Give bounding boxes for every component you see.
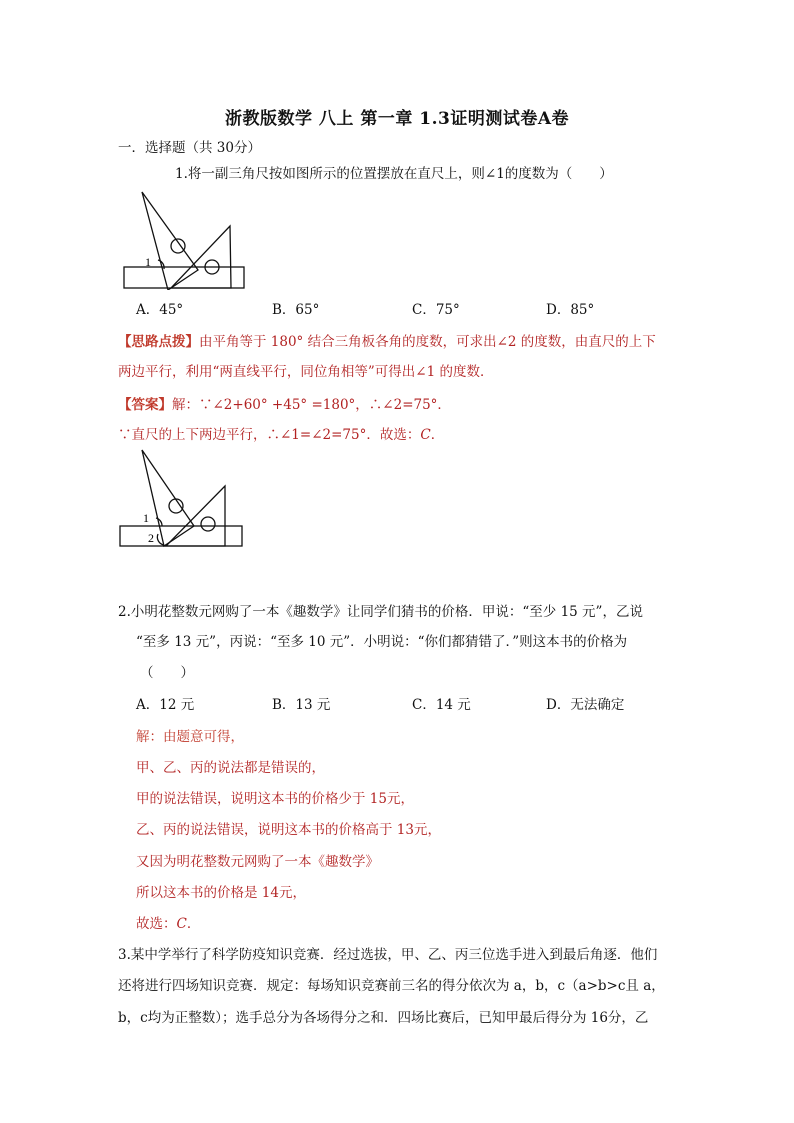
q2-stem-line2: “至多 13 元”，丙说：“至多 10 元”．小明说：“你们都猜错了．”则这本书的价格为: [136, 634, 628, 650]
q1-stem: 1.将一副三角尺按如图所示的位置摆放在直尺上，则∠1的度数为（ ）: [175, 166, 613, 182]
answer-label: 【答案】: [118, 397, 172, 413]
q1-figure: [120, 190, 250, 290]
q1-answer-figure-label-1: 1: [143, 511, 149, 525]
q2-solution-line5: 又因为明花整数元网购了一本《趣数学》: [136, 854, 379, 870]
q2-solution-line1: 解：由题意可得，: [136, 729, 244, 745]
q1-option-a: A．45°: [136, 302, 184, 318]
q1-figure-angle-label: 1: [145, 255, 151, 269]
q1-option-c: C．75°: [412, 302, 460, 318]
q2-stem-line3: （ ）: [140, 665, 194, 681]
q1-answer-line2: ∵直尺的上下两边平行，∴∠1=∠2=75°．故选：C．: [118, 427, 445, 443]
q2-solution-choose: 故选：C．: [136, 916, 201, 932]
q3-stem-line2: 还将进行四场知识竞赛．规定：每场知识竞赛前三名的得分依次为 a，b，c（a>b>c且 a，: [118, 978, 665, 994]
q2-solution-line2: 甲、乙、丙的说法都是错误的，: [136, 760, 325, 776]
page-title: 浙教版数学 八上 第一章 1.3证明测试卷A卷: [224, 109, 570, 129]
q1-option-b: B．65°: [272, 302, 320, 318]
q2-solution-line3: 甲的说法错误，说明这本书的价格少于 15元，: [136, 791, 414, 807]
q1-answer-figure: [118, 448, 248, 550]
q2-option-a: A．12 元: [136, 697, 195, 713]
q1-hint-line1: 【思路点拨】由平角等于 180° 结合三角板各角的度数，可求出∠2 的度数，由直尺的上下: [118, 334, 656, 350]
hint-label: 【思路点拨】: [118, 334, 199, 350]
q2-solution-line6: 所以这本书的价格是 14元，: [136, 885, 306, 901]
section-heading: 一．选择题（共 30分）: [118, 140, 261, 156]
q2-option-b: B．13 元: [272, 697, 331, 713]
q1-answer-figure-label-2: 2: [148, 531, 154, 545]
q2-option-d: D．无法确定: [546, 697, 625, 713]
q2-option-c: C．14 元: [412, 697, 471, 713]
q3-stem-line1: 3.某中学举行了科学防疫知识竞赛．经过选拔，甲、乙、丙三位选手进入到最后角逐．他们: [118, 947, 658, 963]
q1-hint-line2: 两边平行，利用“两直线平行，同位角相等”可得出∠1 的度数．: [118, 364, 494, 380]
q1-answer-line1: 【答案】解：∵∠2+60° +45° =180°，∴∠2=75°．: [118, 397, 451, 413]
q1-option-d: D．85°: [546, 302, 595, 318]
q2-stem-line1: 2.小明花整数元网购了一本《趣数学》让同学们猜书的价格．甲说：“至少 15 元”，乙说: [118, 604, 643, 620]
q3-stem-line3: b，c均为正整数）；选手总分为各场得分之和．四场比赛后，已知甲最后得分为 16分，乙: [118, 1010, 649, 1026]
q2-solution-line4: 乙、丙的说法错误，说明这本书的价格高于 13元，: [136, 822, 441, 838]
